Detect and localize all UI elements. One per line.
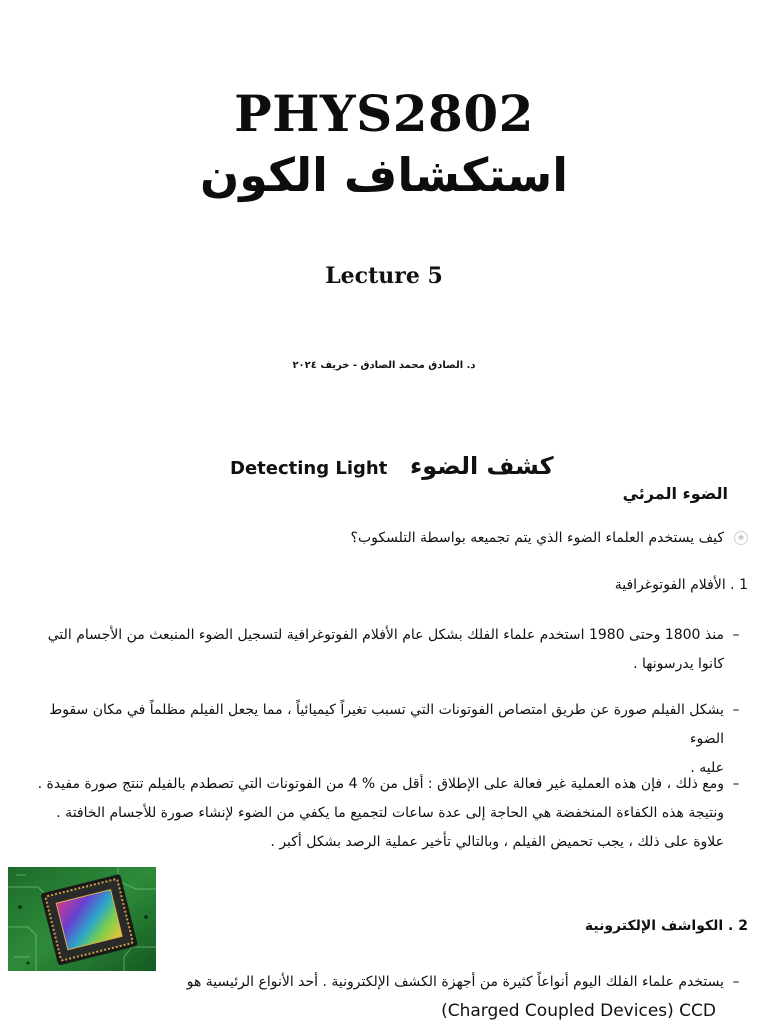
ccd-definition: (Charged Coupled Devices) CCD [441,1001,716,1021]
course-title: استكشاف الكون [200,148,568,202]
text-line: كانوا يدرسونها . [633,656,724,672]
ccd-chip-icon [8,867,156,971]
question-text: كيف يستخدم العلماء الضوء الذي يتم تجميعه بواسطة التلسكوب؟ [350,530,724,546]
dash-bullet-icon: – [732,974,740,990]
dash-bullet-icon: – [732,702,740,718]
section-heading-en: Detecting Light [230,458,388,479]
list-item [36,621,748,679]
text-line: يشكل الفيلم صورة عن طريق امتصاص الفوتونات التي تسبب تغيراً كيميائياً ، مما يجعل الفيلم مظلماً في مكان سقوط الضوء [49,702,724,747]
subheading-visible-light: الضوء المرئي [622,484,728,503]
section-heading [0,452,768,486]
lecture-number: Lecture 5 [325,263,443,289]
text-line: عليه . [690,760,724,776]
list-item [48,968,748,997]
section-title-electronic-detectors: 2 . الكواشف الإلكترونية [584,918,748,934]
dash-bullet-icon: – [732,627,740,643]
text-line: يستخدم علماء الفلك اليوم أنواعاً كثيرة من أجهزة الكشف الإلكترونية . أحد الأنواع الرئيسية هو [186,974,724,990]
course-code: PHYS2802 [234,84,534,143]
list-item-text [36,621,724,679]
list-item-text [48,968,724,997]
text-line: علاوة على ذلك ، يجب تحميض الفيلم ، وبالتالي تأخير عملية الرصد بشكل أكبر . [270,834,724,850]
text-line: منذ 1800 وحتى 1980 استخدم علماء الفلك بشكل عام الأفلام الفوتوغرافية لتسجيل الضوء المنبعث من الأجسام التي [47,627,724,643]
section-heading-ar: كشف الضوء [410,452,554,480]
list-item-text [36,770,724,857]
text-line: ومع ذلك ، فإن هذه العملية غير فعالة على الإطلاق : أقل من % 4 من الفوتونات التي تصطدم بالفيلم تنتج صورة مفيدة . [37,776,724,792]
list-item [36,770,748,857]
byline: د. الصادق محمد الصادق - خريف ٢٠٢٤ [292,360,476,371]
section-title-photographic-film: 1 . الأفلام الفوتوغرافية [614,577,748,593]
text-line: ونتيجة هذه الكفاءة المنخفضة هي الحاجة إلى عدة ساعات لتجميع ما يكفي من الضوء لإنشاء صورة للأجسام الخافتة . [56,805,724,821]
dash-bullet-icon: – [732,776,740,792]
question-item [188,530,748,546]
bullet-icon: ❀ [734,531,748,545]
